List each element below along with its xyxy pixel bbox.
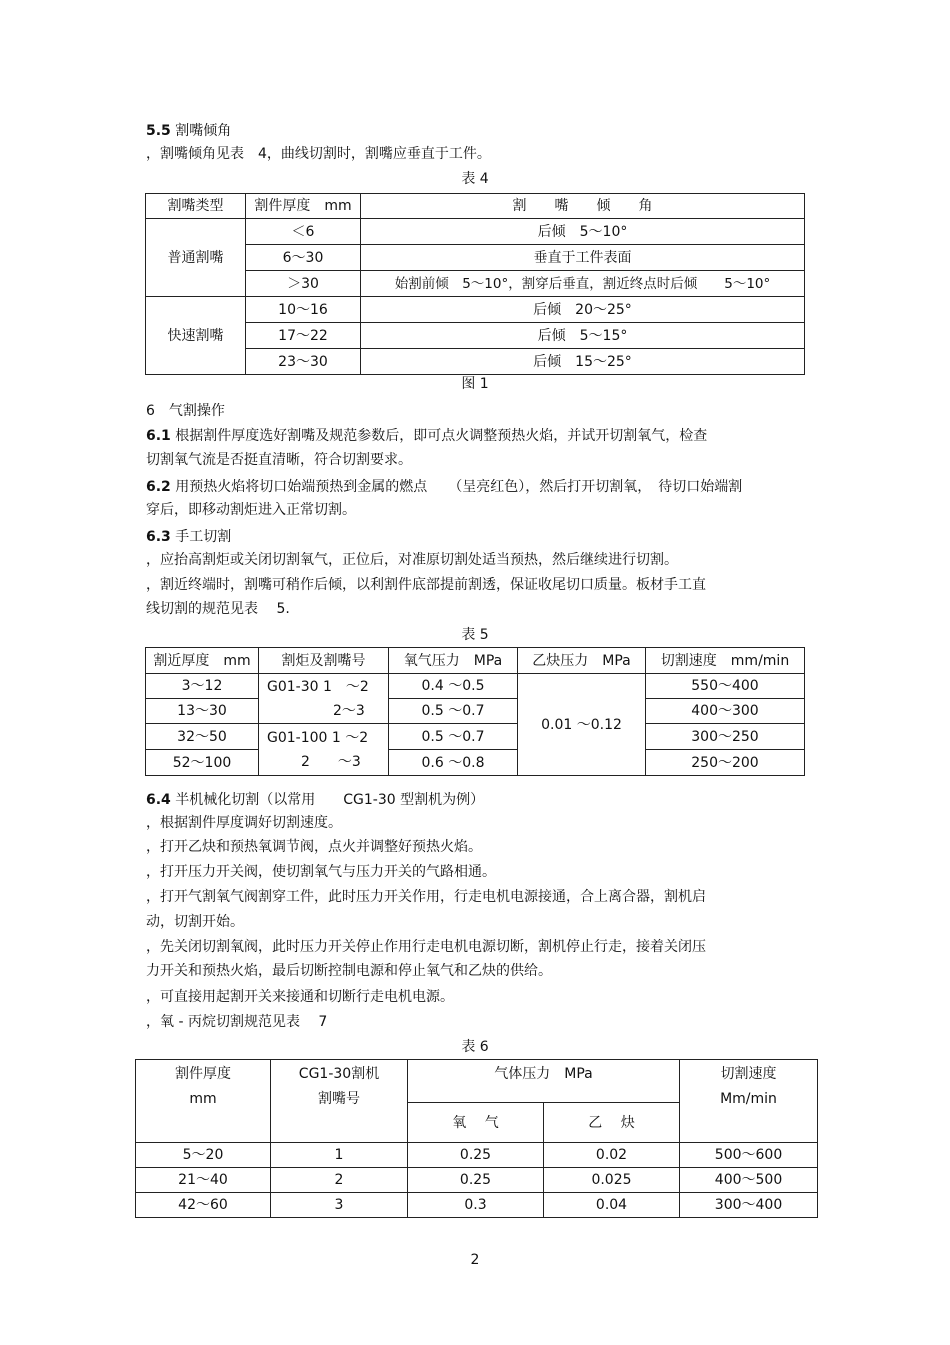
- table-cell: 后倾 20～25°: [361, 297, 805, 323]
- table-6: [135, 1059, 818, 1218]
- table-row: [146, 297, 805, 323]
- table-cell: 0.6 ～0.8: [389, 750, 518, 776]
- table-cell: 400～300: [646, 699, 805, 724]
- section-number: 6.3: [146, 529, 171, 545]
- table-row: [146, 699, 805, 724]
- header-line: Mm/min: [720, 1091, 777, 1107]
- paragraph-line: 穿后，即移动割炬进入正常切割。: [146, 502, 356, 518]
- table-6-caption: 表 6: [461, 1039, 489, 1055]
- header-cell: 乙 炔: [544, 1103, 680, 1143]
- table-row: [136, 1168, 818, 1193]
- table-cell: 后倾 15～25°: [361, 349, 805, 375]
- table-cell: 500～600: [680, 1143, 818, 1168]
- table-header-row: [146, 194, 805, 219]
- figure-caption: 图 1: [461, 376, 489, 392]
- paragraph-line: 动，切割开始。: [146, 914, 244, 930]
- header-cell: 氧 气: [408, 1103, 544, 1143]
- header-cell: 氧气压力 MPa: [389, 648, 518, 674]
- table-cell: 1: [271, 1143, 408, 1168]
- table-cell: 0.25: [408, 1143, 544, 1168]
- table-cell: 0.4 ～0.5: [389, 674, 518, 699]
- table-cell: ＞30: [246, 271, 361, 297]
- page-number: 2: [470, 1252, 480, 1268]
- group-cell: 普通割嘴: [146, 219, 246, 297]
- paragraph-line: 力开关和预热火焰，最后切断控制电源和停止氧气和乙炔的供给。: [146, 963, 552, 979]
- table-header-row: [146, 648, 805, 674]
- table-cell: 始割前倾 5～10°，割穿后垂直，割近终点时后倾 5～10°: [361, 271, 805, 297]
- header-cell: 割 嘴 倾 角: [361, 194, 805, 219]
- header-cell: [136, 1060, 271, 1143]
- table-cell: 后倾 5～10°: [361, 219, 805, 245]
- table-cell: 0.3: [408, 1193, 544, 1218]
- table-row: [146, 724, 805, 750]
- table-header-row: [136, 1060, 818, 1103]
- table-cell: 250～200: [646, 750, 805, 776]
- table-cell: 10～16: [246, 297, 361, 323]
- table-row: [146, 750, 805, 776]
- paragraph-line: ，应抬高割炬或关闭切割氧气，正位后，对准原切割处适当预热，然后继续进行切割。: [146, 552, 678, 568]
- paragraph-line: [146, 427, 707, 445]
- header-cell: 割炬及割嘴号: [259, 648, 389, 674]
- section-6-heading: 6 气割操作: [146, 403, 225, 419]
- table-cell: 0.02: [544, 1143, 680, 1168]
- table-row: [146, 674, 805, 699]
- header-line: 割嘴号: [318, 1091, 360, 1107]
- header-cell: 气体压力 MPa: [408, 1060, 680, 1103]
- table-cell: 5～20: [136, 1143, 271, 1168]
- table-cell: 32～50: [146, 724, 259, 750]
- table-cell: 13～30: [146, 699, 259, 724]
- table-5: [145, 647, 805, 776]
- table-cell: 550～400: [646, 674, 805, 699]
- section-number: 6.4: [146, 792, 171, 808]
- table-cell: 21～40: [136, 1168, 271, 1193]
- table-cell: 0.04: [544, 1193, 680, 1218]
- section-5-5-heading: [146, 122, 231, 140]
- header-cell: [271, 1060, 408, 1143]
- torch-line: G01-30 1 ～2: [267, 678, 369, 695]
- paragraph-line: [146, 478, 742, 496]
- table-cell: 0.25: [408, 1168, 544, 1193]
- table-cell: 300～250: [646, 724, 805, 750]
- table-cell: 3: [271, 1193, 408, 1218]
- paragraph-text: 根据割件厚度选好割嘴及规范参数后，即可点火调整预热火焰，并试开切割氧气，检查: [175, 428, 708, 444]
- table-row: [146, 219, 805, 245]
- table-cell: 2: [271, 1168, 408, 1193]
- header-cell: 割件厚度 mm: [246, 194, 361, 219]
- table-cell: 0.025: [544, 1168, 680, 1193]
- paragraph-line: 线切割的规范见表 5.: [146, 601, 290, 617]
- table-cell: 3～12: [146, 674, 259, 699]
- section-6-4-heading: [146, 791, 484, 809]
- table-4-caption: 表 4: [461, 171, 489, 187]
- table-cell: 后倾 5～15°: [361, 323, 805, 349]
- table-4: [145, 193, 805, 375]
- header-cell: 切割速度 mm/min: [646, 648, 805, 674]
- paragraph-line: ，打开压力开关阀，使切割氧气与压力开关的气路相通。: [146, 864, 496, 880]
- torch-line: G01-100 1 ～2: [267, 729, 369, 746]
- paragraph-line: ，先关闭切割氧阀，此时压力开关停止作用行走电机电源切断，割机停止行走，接着关闭压: [146, 939, 706, 955]
- header-line: mm: [189, 1091, 217, 1107]
- paragraph-line: ，氧 - 丙烷切割规范见表 7: [146, 1014, 328, 1030]
- section-6-3-heading: [146, 528, 231, 546]
- paragraph-line: ，根据割件厚度调好切割速度。: [146, 815, 342, 831]
- paragraph-line: 切割氧气流是否挺直清晰，符合切割要求。: [146, 452, 412, 468]
- section-title: 半机械化切割（以常用 CG1-30 型割机为例）: [175, 792, 485, 808]
- paragraph-line: ，割近终端时，割嘴可稍作后倾，以利割件底部提前割透，保证收尾切口质量。板材手工直: [146, 577, 706, 593]
- table-5-caption: 表 5: [461, 627, 489, 643]
- table-cell: 23～30: [246, 349, 361, 375]
- torch-cell: [259, 674, 389, 724]
- torch-line: 2 ～3: [301, 753, 361, 770]
- table-cell: 垂直于工件表面: [361, 245, 805, 271]
- section-title: 割嘴倾角: [175, 123, 232, 139]
- table-cell: 52～100: [146, 750, 259, 776]
- paragraph-line: ，可直接用起割开关来接通和切断行走电机电源。: [146, 989, 454, 1005]
- header-line: 割件厚度: [175, 1066, 231, 1082]
- header-cell: 乙炔压力 MPa: [518, 648, 646, 674]
- paragraph-line: ，打开乙炔和预热氧调节阀，点火并调整好预热火焰。: [146, 839, 482, 855]
- section-number: 5.5: [146, 123, 171, 139]
- header-cell: [680, 1060, 818, 1143]
- table-cell: 0.5 ～0.7: [389, 699, 518, 724]
- section-title: 手工切割: [175, 529, 232, 545]
- paragraph-line: ，割嘴倾角见表 4，曲线切割时，割嘴应垂直于工件。: [146, 146, 491, 162]
- table-cell: 400～500: [680, 1168, 818, 1193]
- table-cell: 0.5 ～0.7: [389, 724, 518, 750]
- section-number: 6.1: [146, 428, 171, 444]
- group-cell: 快速割嘴: [146, 297, 246, 375]
- table-row: [136, 1143, 818, 1168]
- paragraph-text: 用预热火焰将切口始端预热到金属的燃点 （呈亮红色），然后打开切割氧， 待切口始端割: [175, 479, 743, 495]
- section-number: 6.2: [146, 479, 171, 495]
- paragraph-line: ，打开气割氧气阀割穿工件，此时压力开关作用，行走电机电源接通，合上离合器，割机启: [146, 889, 706, 905]
- table-row: [136, 1193, 818, 1218]
- torch-cell: [259, 724, 389, 776]
- table-cell: 6～30: [246, 245, 361, 271]
- header-cell: 割近厚度 mm: [146, 648, 259, 674]
- table-cell: 300～400: [680, 1193, 818, 1218]
- table-cell: ＜6: [246, 219, 361, 245]
- table-cell: 42～60: [136, 1193, 271, 1218]
- table-cell: 0.01 ～0.12: [518, 674, 646, 776]
- torch-line: 2～3: [333, 702, 365, 719]
- header-line: CG1-30割机: [298, 1066, 380, 1082]
- table-cell: 17～22: [246, 323, 361, 349]
- header-line: 切割速度: [720, 1066, 777, 1082]
- header-cell: 割嘴类型: [146, 194, 246, 219]
